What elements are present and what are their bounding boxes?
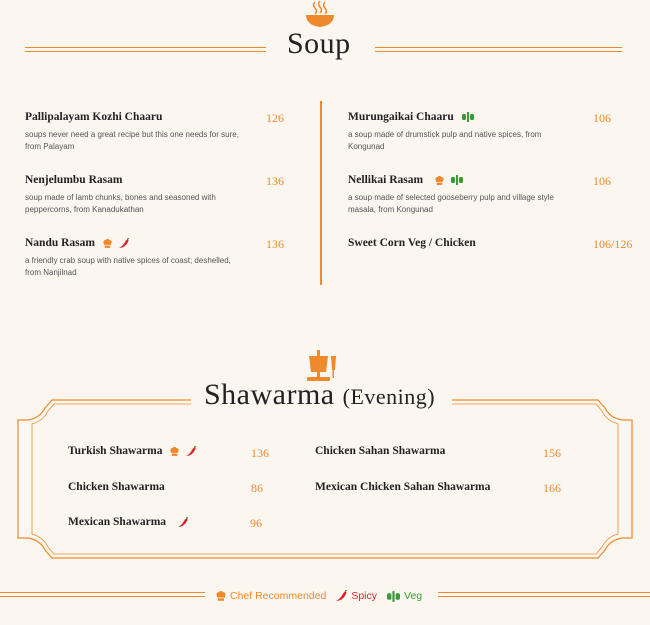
soup-item-name: Sweet Corn Veg / Chicken — [348, 237, 476, 249]
soup-item-desc: a soup made of selected gooseberry pulp and village style masala, from Kongunad — [348, 193, 554, 214]
legend-spicy-label: Spicy — [351, 590, 377, 602]
soup-item-name-row — [348, 174, 464, 186]
legend-rule-left-1 — [0, 592, 205, 593]
soup-rule-left-2 — [25, 51, 266, 52]
veg-icon — [450, 175, 464, 185]
shawarma-item-name-row — [68, 516, 189, 528]
soup-column-divider — [320, 101, 322, 285]
soup-item-desc: soups never need a great recipe but this one needs for sure, from Palayam — [25, 130, 239, 151]
soup-item-name: Nenjelumbu Rasam — [25, 174, 123, 186]
shawarma-frame — [0, 380, 650, 580]
chili-icon — [185, 446, 197, 457]
soup-item-name: Murungaikai Chaaru — [348, 111, 454, 123]
chef-hat-icon — [102, 238, 113, 249]
soup-item-price: 106/126 — [593, 237, 633, 251]
shawarma-item-price: 96 — [250, 516, 262, 530]
soup-item-price: 136 — [266, 174, 284, 188]
chili-icon — [118, 238, 130, 249]
shawarma-title: Shawarma — [204, 378, 335, 411]
soup-item-price: 106 — [593, 111, 611, 125]
legend-veg-label: Veg — [404, 590, 423, 602]
shawarma-item-price: 166 — [543, 481, 561, 495]
shawarma-item-name-row — [68, 445, 197, 457]
shawarma-item-price: 86 — [251, 481, 263, 495]
soup-item-name-row — [25, 237, 130, 249]
chef-hat-icon — [169, 446, 180, 457]
chef-hat-icon — [434, 175, 445, 186]
soup-title: Soup — [287, 27, 351, 60]
legend-rule-right-1 — [438, 592, 650, 593]
shawarma-item-name: Turkish Shawarma — [68, 445, 163, 457]
soup-item-price: 106 — [593, 174, 611, 188]
soup-rule-left-1 — [25, 47, 266, 48]
shawarma-item-name: Mexican Shawarma — [68, 516, 167, 528]
soup-rule-right-1 — [375, 47, 622, 48]
soup-item-price: 126 — [266, 111, 284, 125]
soup-item-name: Nellikai Rasam — [348, 174, 424, 186]
shawarma-item-price: 136 — [251, 446, 269, 460]
legend-chef-label: Chef Recommended — [230, 590, 327, 602]
soup-bowl-icon — [303, 0, 337, 28]
chili-icon — [177, 517, 189, 528]
legend-rule-left-2 — [0, 596, 205, 597]
soup-item-desc: a friendly crab soup with native spices of coast; deshelled, from Nanjilnad — [25, 256, 231, 277]
veg-icon — [386, 591, 401, 602]
soup-item-price: 136 — [266, 237, 284, 251]
legend-rule-right-2 — [438, 596, 650, 597]
soup-item-desc: a soup made of drumstick pulp and native spices, from Kongunad — [348, 130, 542, 151]
soup-item-desc: soup made of lamb chunks, bones and seasoned with peppercorns, from Kanadukathan — [25, 193, 216, 214]
shawarma-item-name: Chicken Sahan Shawarma — [315, 445, 446, 457]
chili-icon — [335, 590, 348, 602]
soup-rule-right-2 — [375, 51, 622, 52]
legend — [215, 588, 431, 604]
soup-item-name-row — [348, 111, 475, 123]
veg-icon — [461, 112, 475, 122]
shawarma-subtitle: (Evening) — [342, 384, 436, 409]
chef-hat-icon — [215, 590, 227, 602]
soup-item-name: Pallipalayam Kozhi Chaaru — [25, 111, 163, 123]
shawarma-item-name: Chicken Shawarma — [68, 481, 165, 493]
shawarma-item-price: 156 — [543, 446, 561, 460]
soup-item-name: Nandu Rasam — [25, 237, 95, 249]
shawarma-item-name: Mexican Chicken Sahan Shawarma — [315, 481, 491, 493]
